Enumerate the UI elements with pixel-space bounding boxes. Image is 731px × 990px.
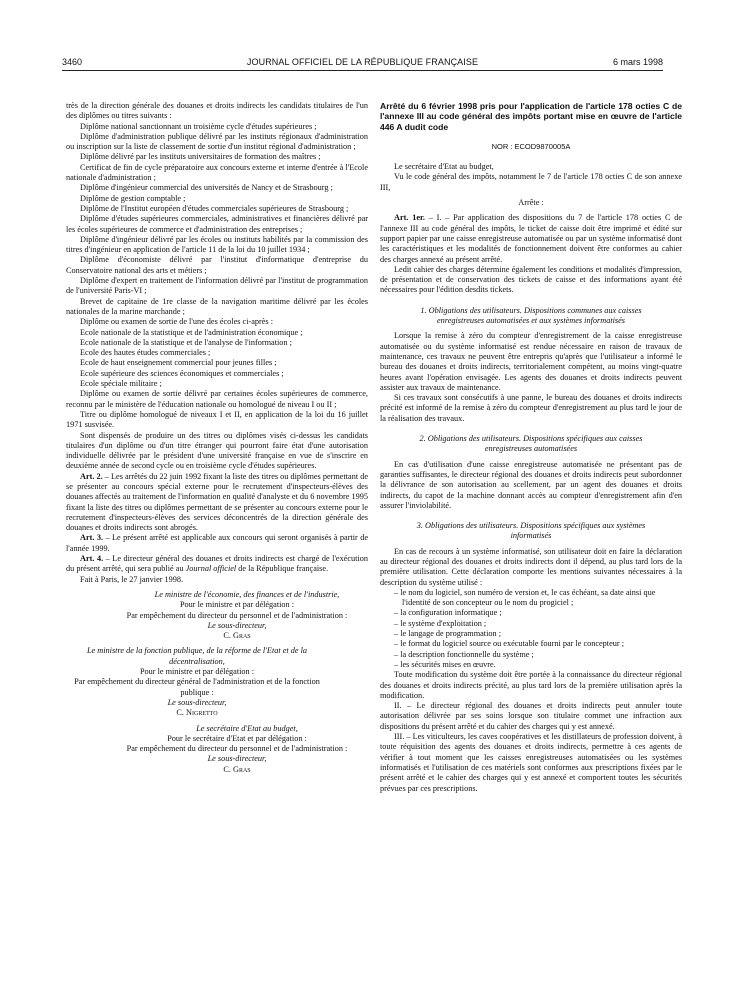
diploma-item: Sont dispensés de produire un des titres ou diplômes visés ci-dessus les candidats titulaires d'un diplôme ou d'un titre étranger qui pourront faire état d'une autorisation individuelle délivrée par le président d'une université française en vue de s'inscrire en deuxième année de second cycle ou en troisième cycle d'études supérieures. (66, 430, 368, 471)
diploma-item: Ecole nationale de la statistique et de l'administration économique ; (80, 327, 303, 337)
signature-block-2 (66, 646, 368, 718)
article-2-label: Art. 2. (80, 471, 103, 481)
list-item: – le format du logiciel source ou exécutable fourni par le concepteur ; (394, 639, 624, 649)
section-1-heading: 1. Obligations des utilisateurs. Dispositions communes aux caisses enregistreuses automatisées et aux systèmes informatisés (420, 305, 642, 326)
header-rule (62, 70, 663, 71)
signature-1-delegation: Pour le ministre et par délégation : (179, 600, 295, 610)
article-2 (66, 472, 368, 534)
diploma-item: Diplôme d'études supérieures commerciales, administratives et financières délivré par les écoles supérieures de commerce et d'administration des entreprises ; (66, 214, 368, 234)
signature-block-3 (66, 724, 368, 775)
done-at: Fait à Paris, le 27 janvier 1998. (80, 574, 184, 584)
diploma-item: Diplôme de l'Institut européen d'études commerciales supérieures de Strasbourg ; (80, 203, 349, 213)
article-1-label: Art. 1er. (394, 213, 425, 223)
signature-3-delegation: Pour le secrétaire d'Etat et par délégation : (167, 733, 307, 743)
section-3-paragraph-2: Toute modification du système doit être portée à la connaissance du directeur régional des douanes et droits indirects précité, au plus tard lors de la première utilisation après la modification. (380, 670, 682, 700)
arrete-heading: Arrête : (518, 198, 544, 208)
section-3-heading: 3. Obligations des utilisateurs. Dispositions spécifiques aux systèmes informatisés (416, 521, 646, 541)
section-2-heading: 2. Obligations des utilisateurs. Dispositions spécifiques aux caisses enregistreuses automatisées (419, 434, 643, 454)
signature-1-name: C. Gras (223, 631, 251, 641)
diploma-item: Diplôme national sanctionnant un troisième cycle d'études supérieures ; (80, 121, 317, 131)
diploma-item: Diplôme d'ingénieur délivré par les écoles ou instituts habilités par la commission des titres d'ingénieur en application de l'article 11 de la loi du 10 juillet 1934 ; (66, 234, 368, 255)
article-4-text-b: de la République française. (236, 564, 329, 574)
signature-1-empechement: Par empêchement du directeur du personnel et de l'administration : (126, 610, 348, 620)
article-4-label: Art. 4. (80, 554, 104, 564)
list-item: – le nom du logiciel, son numéro de version et, le cas échéant, sa date ainsi que l'identité de son concepteur ou le nom du progiciel ; (394, 587, 656, 608)
system-description-list (380, 588, 682, 670)
signature-3-name: C. Gras (223, 764, 251, 774)
diploma-item: Diplôme ou examen de sortie délivré par certaines écoles supérieures de commerce, reconnu par le ministère de l'éducation nationale ou homologué de niveau I ou II ; (66, 389, 368, 409)
paragraph-II: II. – Le directeur régional des douanes et droits indirects peut annuler toute autorisation délivrée par ses soins lorsque son titulaire commet une infraction aux dispositions du présent arrêté et du cahier des charges qui y est annexé. (380, 701, 682, 731)
article-3 (66, 533, 368, 554)
article-1 (380, 213, 682, 264)
article-4-journal: Journal officiel (185, 564, 237, 574)
signature-2-delegation: Pour le ministre et par délégation : (139, 667, 255, 677)
right-column (380, 101, 682, 794)
list-item: – la description fonctionnelle du système ; (394, 649, 534, 659)
diploma-item: Diplôme d'expert en traitement de l'information délivré par l'institut de programmation de l'université Paris-VI ; (66, 276, 368, 296)
diploma-list (66, 122, 368, 472)
article-4-text-a: – Le directeur général des douanes et droits indirects est chargé de l'exécution du présent arrêté, qui sera publié au (66, 554, 369, 574)
decree-title: Arrêté du 6 février 1998 pris pour l'application de l'article 178 octies C de l'annexe III au code général des impôts portant mise en œuvre de l'article 446 A dudit code (380, 101, 682, 132)
section-2-paragraph-1: En cas d'utilisation d'une caisse enregistreuse automatisée ne présentant pas de garanties suffisantes, le directeur régional des douanes et droits indirects peut subordonner la délivrance de son autorisation au scellement, par un agent des douanes et droits indirects, du capot de la machine donnant accès au compteur d'enregistrement afin d'en assurer l'inviolabilité. (380, 459, 682, 510)
signature-1-minister: Le ministre de l'économie, des finances et de l'industrie, (154, 589, 340, 599)
signature-2-minister: Le ministre de la fonction publique, de la réforme de l'Etat et de la décentralisation, (86, 646, 308, 666)
left-column (66, 101, 368, 775)
diploma-item: Diplôme d'administration publique délivré par les instituts régionaux d'administration ou inscription sur la liste de classement de sortie d'un institut régional d'administration ; (66, 131, 368, 152)
signature-2-sous-directeur: Le sous-directeur, (167, 697, 227, 707)
article-3-label: Art. 3. (80, 533, 104, 543)
section-1-paragraph-2: Si ces travaux sont consécutifs à une panne, le bureau des douanes et droits indirects précité est informé de la remise à zéro du compteur d'enregistrement au plus tard le jour de la réalisation des travaux. (380, 393, 682, 423)
decree-intro-1: Le secrétaire d'Etat au budget, (394, 162, 494, 172)
diploma-item: Ecole nationale de la statistique et de l'analyse de l'information ; (80, 337, 292, 347)
signature-1-sous-directeur: Le sous-directeur, (207, 620, 267, 630)
list-item: – le système d'exploitation ; (394, 618, 487, 628)
intro-paragraph: très de la direction générale des douanes et droits indirects les candidats titulaires de l'un des diplômes ou titres suivants : (66, 101, 368, 121)
diploma-item: Diplôme délivré par les instituts universitaires de formation des maîtres ; (80, 152, 321, 162)
signature-block-1 (66, 590, 368, 641)
list-item: – les sécurités mises en œuvre. (394, 659, 496, 669)
signature-3-sous-directeur: Le sous-directeur, (207, 754, 267, 764)
signature-3-minister: Le secrétaire d'Etat au budget, (196, 723, 298, 733)
journal-title: JOURNAL OFFICIEL DE LA RÉPUBLIQUE FRANÇAISE (246, 57, 479, 67)
diploma-item: Ecole des hautes études commerciales ; (80, 348, 211, 358)
paragraph-III: III. – Les viticulteurs, les caves coopératives et les distillateurs de profession doivent, à toute réquisition des agents des douanes et droits indirects, permettre à ces agents de vérifier à tout moment que les caisses enregistreuses automatisées ou les systèmes informatisés et l'utilisation de ces matériels sont conformes aux prescriptions fixées par le présent arrêté et le cahier des charges qui y est annexé et comportent toutes les sécurités prévues par ces prescriptions. (380, 732, 682, 793)
section-1-paragraph-1: Lorsque la remise à zéro du compteur d'enregistrement de la caisse enregistreuse automatisée ou du système informatisé est rendue nécessaire en raison de travaux de maintenance, ces travaux ne peuvent être entrepris qu'après que l'utilisateur a informé le bureau des douanes et droits indirects, territorialement compétent, au moins vingt-quatre heures avant l'opération envisagée. Les agents des douanes et droits indirects peuvent assister aux travaux de maintenance. (380, 331, 682, 392)
list-item: – la configuration informatique ; (394, 608, 502, 618)
diploma-item: Ecole supérieure des sciences économiques et commerciales ; (80, 368, 284, 378)
article-4 (66, 554, 368, 575)
article-1-text: – I. – Par application des dispositions du 7 de l'article 178 octies C de l'annexe III au code général des impôts, le ticket de caisse doit être imprimé et édité sur support papier par une caisse enregistreuse automatisée ou par un système informatisé dont les caractéristiques et les modalités de fonctionnement doivent être conformes au cahier des charges annexé au présent arrêté. (380, 213, 682, 264)
diploma-item: Diplôme de gestion comptable ; (80, 193, 186, 203)
diploma-item: Diplôme d'économiste délivré par l'institut d'informatique d'entreprise du Conservatoire national des arts et métiers ; (66, 255, 368, 275)
cahier-paragraph: Ledit cahier des charges détermine également les conditions et modalités d'impression, de présentation et de conservation des tickets de caisse et des informations ayant été nécessaires pour l'édition desdits tickets. (380, 264, 682, 295)
section-3-paragraph-1: En cas de recours à un système informatisé, son utilisateur doit en faire la déclaration au directeur régional des douanes et droits indirects dont il dépend, au plus tard lors de la première utilisation. Cette déclaration comporte les mentions suivantes nécessaires à la description du système utilisé : (380, 546, 682, 587)
diploma-item: Diplôme ou examen de sortie de l'une des écoles ci-après : (80, 317, 274, 327)
page-header (62, 55, 663, 69)
signature-2-name: C. Nigretto (176, 708, 218, 718)
decree-intro-2: Vu le code général des impôts, notamment le 7 de l'article 178 octies C de son annexe III, (380, 172, 682, 192)
diploma-item: Certificat de fin de cycle préparatoire aux concours externe et interne d'entrée à l'Ecole nationale d'administration ; (66, 162, 368, 183)
diploma-item: Ecole de haut enseignement commercial pour jeunes filles ; (80, 358, 277, 368)
page-number: 3460 (62, 57, 83, 67)
list-item: – le langage de programmation ; (394, 629, 501, 639)
diploma-item: Titre ou diplôme homologué de niveaux I et II, en application de la loi du 16 juillet 1971 susvisée. (66, 409, 368, 430)
diploma-item: Brevet de capitaine de 1re classe de la navigation maritime délivré par les écoles nationales de la marine marchande ; (66, 296, 368, 316)
diploma-item: Diplôme d'ingénieur commercial des universités de Nancy et de Strasbourg ; (80, 183, 333, 193)
diploma-item: Ecole spéciale militaire ; (80, 379, 162, 389)
article-2-text: – Les arrêtés du 22 juin 1992 fixant la liste des titres ou diplômes permettant de se présenter au concours spécial externe pour le recrutement d'inspecteurs-élèves des douanes affectés au traitement de l'information en qualité d'analyste et du 6 novembre 1995 fixant la liste des titres ou diplômes permettant de se présenter au concours externe pour le recrutement d'inspecteurs-élèves des services déconcentrés de la direction générale des douanes et droits indirects sont abrogés. (66, 471, 368, 533)
nor-reference: NOR : ECOD9870005A (491, 141, 571, 151)
signature-2-empechement: Par empêchement du directeur général de l'administration et de la fonction publique : (74, 677, 320, 697)
article-3-text: – Le présent arrêté est applicable aux concours qui seront organisés à partir de l'année 1999. (66, 533, 368, 553)
issue-date: 6 mars 1998 (612, 57, 663, 67)
signature-3-empechement: Par empêchement du directeur du personnel et de l'administration : (126, 744, 348, 754)
